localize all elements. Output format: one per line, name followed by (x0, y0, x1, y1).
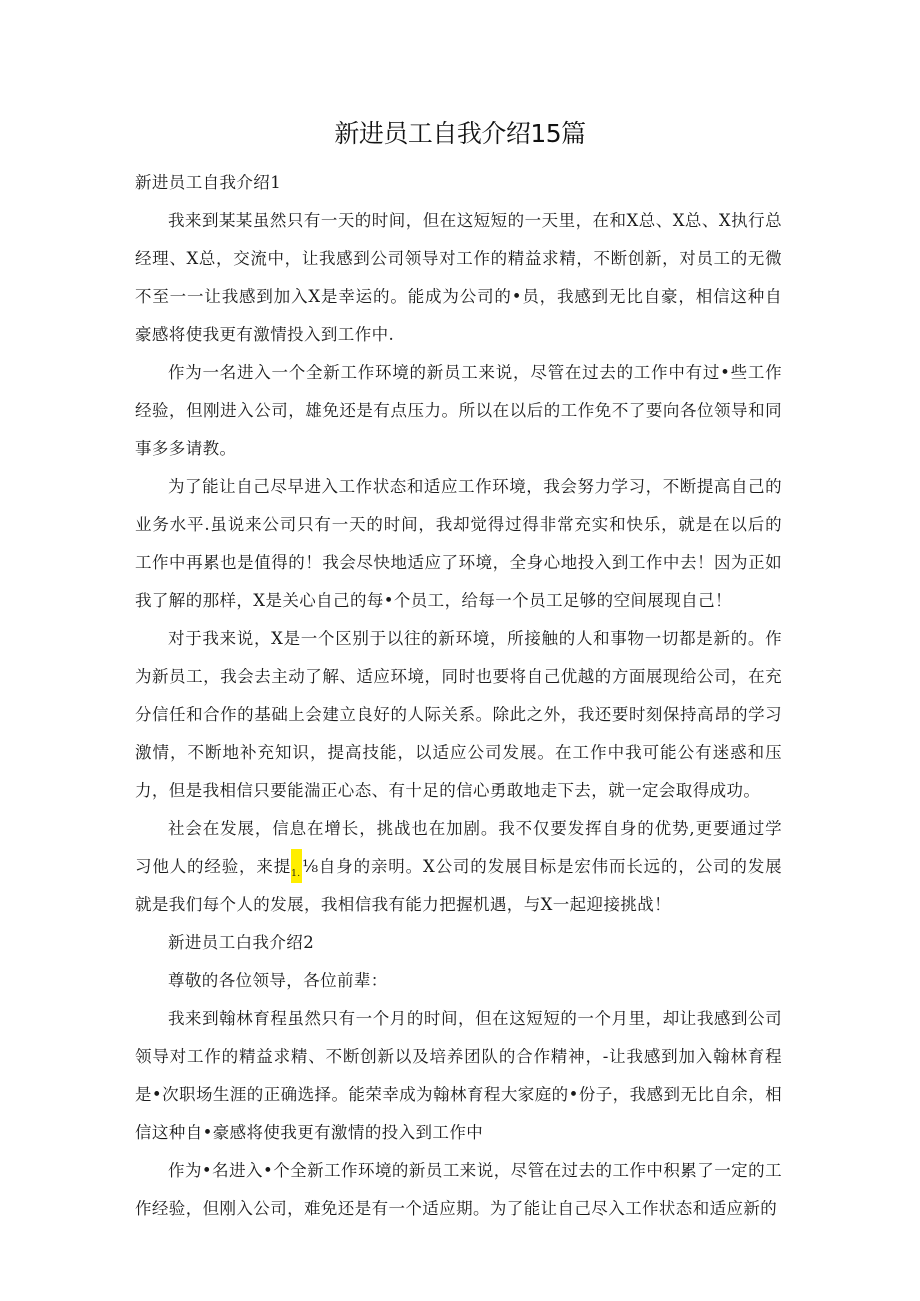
section-heading-1: 新进员工自我介绍1 (135, 173, 282, 192)
paragraph: 作为•名进入•个全新工作环境的新员工来说，尽管在过去的工作中积累了一定的工作经验，但刚入公司，难免还是有一个适应期。为了能让自己尽入工作状态和适应新的 (135, 1161, 782, 1218)
paragraph: 我来到翰林育程虽然只有一个月的时间，但在这短短的一个月里，却让我感到公司领导对工作的精益求精、不断创新以及培养团队的合作精神，-让我感到加入翰林育程是•次职场生涯的正确选择。能荣幸成为翰林育程大家庭的•份子，我感到无比自余，相信这种自•豪感将使我更有激情的投入到工作中 (135, 1009, 782, 1142)
document-body (135, 164, 782, 1228)
paragraph: 作为一名进入一个全新工作环境的新员工来说，尽管在过去的工作中有过•些工作经验，但刚进入公司，雄免还是有点压力。所以在以后的工作免不了要向各位领导和同事多多请教。 (135, 363, 782, 458)
paragraph-text-before: 社会在发展，信息在增长，挑战也在加剧。我不仅要发挥自身的优势,更要通过学习他人的经验，来提 (135, 819, 782, 876)
section-heading-2: 新进员工白我介绍2 (168, 933, 315, 952)
paragraph: 我来到某某虽然只有一天的时间，但在这短短的一天里，在和X总、X总、X执行总经理、X总，交流中，让我感到公司领导对工作的精益求精，不断创新，对员工的无微不至一一让我感到加入X是幸运的。能成为公司的•员，我感到无比自豪，相信这种自豪感将使我更有激情投入到工作中. (135, 211, 782, 344)
paragraph: 尊敬的各位领导，各位前辈： (168, 971, 388, 990)
document-title: 新进员工自我介绍15篇 (334, 119, 586, 148)
paragraph-text-after: ⅛自身的亲明。X公司的发展目标是宏伟而长远的，公司的发展就是我们每个人的发展，我相信我有能力把握机遇，与X一起迎接挑战！ (135, 857, 782, 914)
yellow-highlight-mark: 1. (291, 849, 302, 883)
paragraph-with-highlight (135, 810, 782, 924)
paragraph: 为了能让自己尽早进入工作状态和适应工作环境，我会努力学习，不断提高自己的业务水平.虽说来公司只有一天的时间，我却觉得过得非常充实和快乐，就是在以后的工作中再累也是值得的！我会尽快地适应了环境，全身心地投入到工作中去！因为正如我了解的那样，X是关心自己的每•个员工，给每一个员工足够的空间展现自己！ (135, 477, 782, 610)
paragraph: 对于我来说，X是一个区别于以往的新环境，所接触的人和事物一切都是新的。作为新员工，我会去主动了解、适应环境，同时也要将自己优越的方面展现给公司，在充分信任和合作的基础上会建立良好的人际关系。除此之外，我还要时刻保持高昂的学习激情，不断地补充知识，提高技能，以适应公司发展。在工作中我可能公有迷惑和压力，但是我相信只要能湍正心态、有十足的信心勇敢地走下去，就一定会取得成功。 (135, 629, 782, 800)
